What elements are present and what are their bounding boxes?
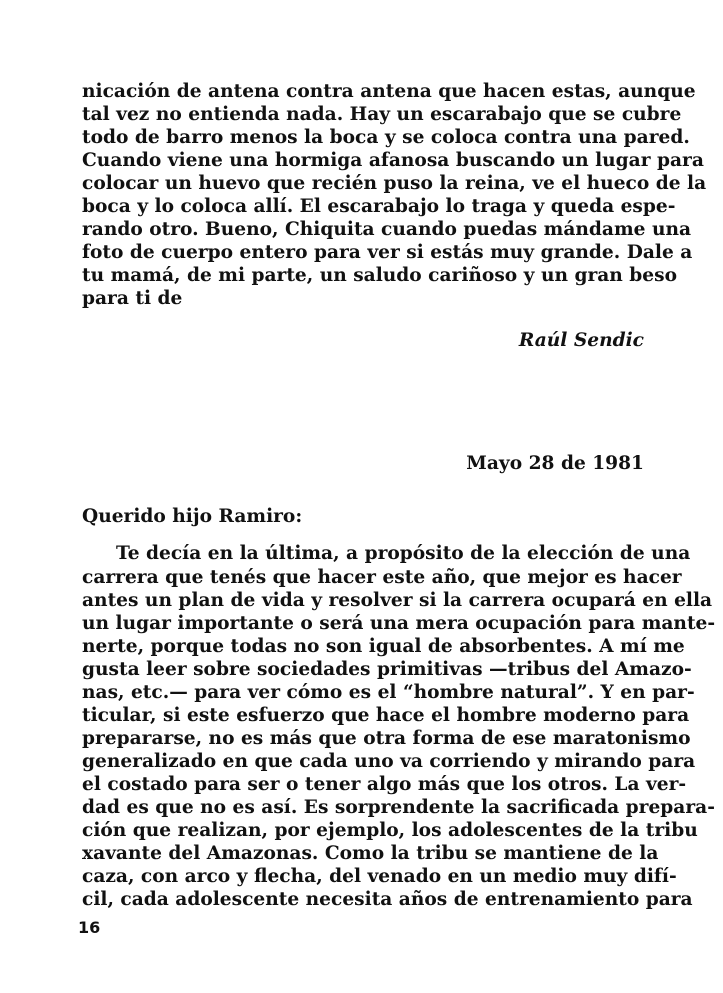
text-line: para ti de [82,288,183,310]
text-line: nerte, porque todas no son igual de absorbentes. A mí me [82,635,685,657]
text-line: gusta leer sobre sociedades primitivas —tribus del Amazo- [82,658,692,680]
text-line: tal vez no entienda nada. Hay un escarabajo que se cubre [82,104,682,126]
page-number: 16 [78,918,101,937]
text-line: tu mamá, de mi parte, un saludo cariñoso y un gran beso [82,265,677,287]
text-line: carrera que tenés que hacer este año, que mejor es hacer [82,566,682,588]
text-line: prepararse, no es más que otra forma de ese maratonismo [82,727,691,749]
text-line: xavante del Amazonas. Como la tribu se mantiene de la [82,843,659,865]
signature: Raúl Sendic [518,330,644,352]
text-line: ción que realizan, por ejemplo, los adolescentes de la tribu [82,820,698,842]
text-line: nicación de antena contra antena que hacen estas, aunque [82,81,696,102]
text-line: nas, etc.— para ver cómo es el “hombre natural”. Y en par- [82,681,695,703]
text-line: un lugar importante o será una mera ocupación para mante- [82,612,716,634]
text-line: el costado para ser o tener algo más que los otros. La ver- [82,773,687,795]
page-body [82,80,716,911]
salutation: Querido hijo Ramiro: [82,506,303,528]
text-line: antes un plan de vida y resolver si la carrera ocupará en ella [82,589,713,611]
text-line: colocar un huevo que recién puso la reina, ve el hueco de la [82,173,707,195]
letter-date: Mayo 28 de 1981 [466,453,644,475]
letter-1-text [82,80,707,310]
text-line: Cuando viene una hormiga afanosa buscando un lugar para [82,150,704,172]
text-line: boca y lo coloca allí. El escarabajo lo traga y queda espe- [82,196,676,218]
text-line: ticular, si este esfuerzo que hace el hombre moderno para [82,704,690,726]
text-line: Te decía en la última, a propósito de la elección de una [116,543,691,565]
text-line: foto de cuerpo entero para ver si estás muy grande. Dale a [82,242,693,264]
text-line: dad es que no es así. Es sorprendente la sacrificada prepara- [82,796,715,818]
text-line: cil, cada adolescente necesita años de entrenamiento para [82,889,693,911]
text-line: caza, con arco y flecha, del venado en un medio muy difí- [82,866,677,888]
text-line: rando otro. Bueno, Chiquita cuando puedas mándame una [82,219,692,241]
text-line: todo de barro menos la boca y se coloca contra una pared. [82,127,690,149]
text-line: generalizado en que cada uno va corriendo y mirando para [82,750,696,772]
letter-2-text [82,542,716,911]
